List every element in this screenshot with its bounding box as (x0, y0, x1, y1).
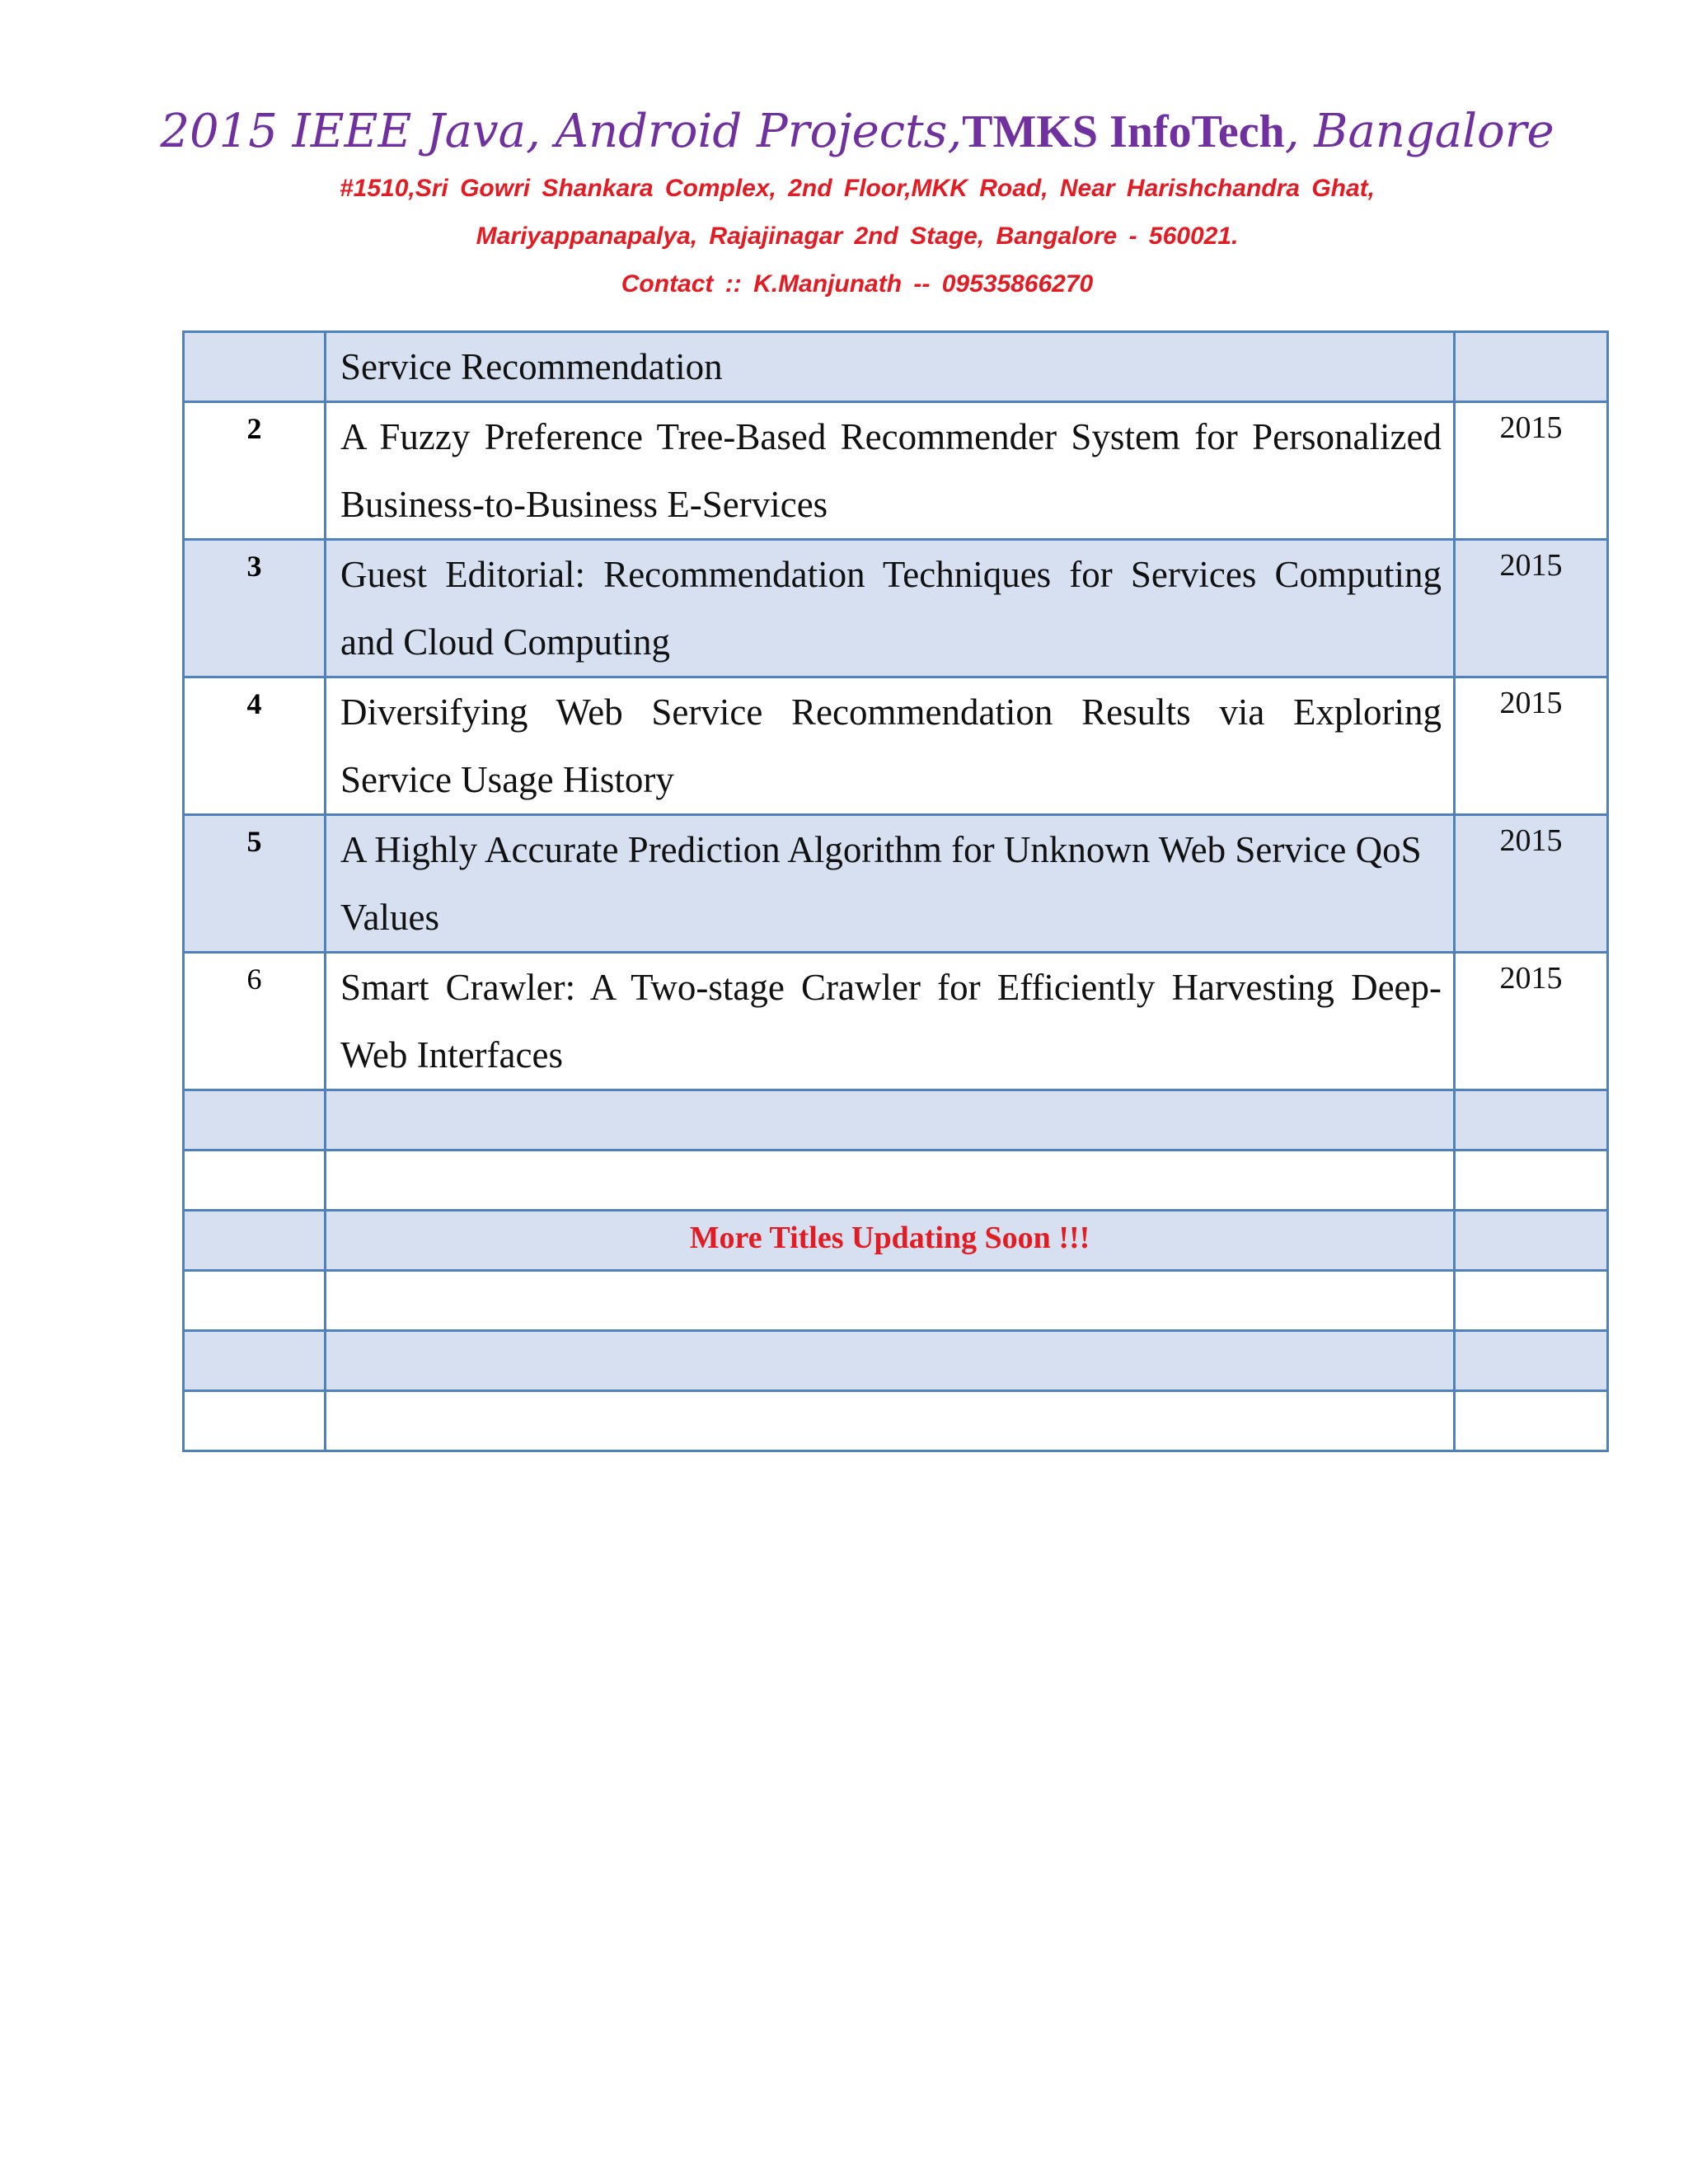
project-title: A Fuzzy Preference Tree-Based Recommender System for Personalized Business-to-Business E-Services (340, 416, 1442, 525)
table-row-empty (184, 1151, 1608, 1211)
table-row (184, 677, 1608, 815)
table-row-empty (184, 1271, 1608, 1331)
table-row-empty (184, 1090, 1608, 1151)
serial-number: 2 (246, 412, 262, 445)
title-projects: 2015 IEEE Java, Android Projects, (160, 105, 963, 158)
project-title: A Highly Accurate Prediction Algorithm for Unknown Web Service QoS Values (340, 829, 1422, 938)
title-cell (326, 540, 1455, 677)
serial-cell (184, 402, 326, 540)
project-title: Diversifying Web Service Recommendation Results via Exploring Service Usage History (340, 691, 1442, 800)
year-cell (1455, 402, 1608, 540)
project-year: 2015 (1499, 823, 1563, 858)
year-cell (1455, 677, 1608, 815)
table-row-empty (184, 1331, 1608, 1391)
title-company: TMKS InfoTech (962, 106, 1285, 157)
year-cell (1455, 540, 1608, 677)
serial-cell (184, 677, 326, 815)
address-line-1: #1510,Sri Gowri Shankara Complex, 2nd Floor,MKK Road, Near Harishchandra Ghat, (339, 175, 1375, 202)
table-row (184, 332, 1608, 402)
note-cell (326, 1211, 1455, 1271)
serial-number: 3 (246, 550, 262, 583)
year-cell (1455, 332, 1608, 402)
contact-line: Contact :: K.Manjunath -- 09535866270 (621, 270, 1094, 298)
more-titles-note: More Titles Updating Soon !!! (689, 1221, 1090, 1255)
serial-cell (184, 815, 326, 953)
serial-number: 5 (246, 825, 262, 858)
serial-cell (184, 953, 326, 1090)
title-cell (326, 815, 1455, 953)
table-row (184, 815, 1608, 953)
year-cell (1455, 953, 1608, 1090)
title-cell (326, 953, 1455, 1090)
table-row-empty (184, 1391, 1608, 1451)
table-row (184, 540, 1608, 677)
serial-number: 6 (246, 963, 262, 996)
project-year: 2015 (1499, 548, 1563, 583)
page-header (0, 99, 1688, 308)
title-cell (326, 402, 1455, 540)
title-cell (326, 332, 1455, 402)
table-row (184, 953, 1608, 1090)
project-title: Service Recommendation (340, 346, 723, 387)
title-city: , Bangalore (1284, 105, 1554, 158)
page-title (0, 99, 1688, 165)
title-cell (326, 677, 1455, 815)
project-year: 2015 (1499, 686, 1563, 720)
serial-number: 4 (246, 687, 262, 720)
project-title: Smart Crawler: A Two-stage Crawler for Efficiently Harvesting Deep-Web Interfaces (340, 967, 1442, 1076)
table-row (184, 402, 1608, 540)
address-line-2: Mariyappanapalya, Rajajinagar 2nd Stage, Bangalore - 560021. (476, 223, 1239, 250)
projects-table (182, 330, 1609, 1452)
year-cell (1455, 815, 1608, 953)
project-year: 2015 (1499, 961, 1563, 996)
project-title: Guest Editorial: Recommendation Techniques for Services Computing and Cloud Computing (340, 554, 1442, 663)
table-row-note (184, 1211, 1608, 1271)
project-year: 2015 (1499, 410, 1563, 445)
serial-cell (184, 540, 326, 677)
serial-cell (184, 332, 326, 402)
